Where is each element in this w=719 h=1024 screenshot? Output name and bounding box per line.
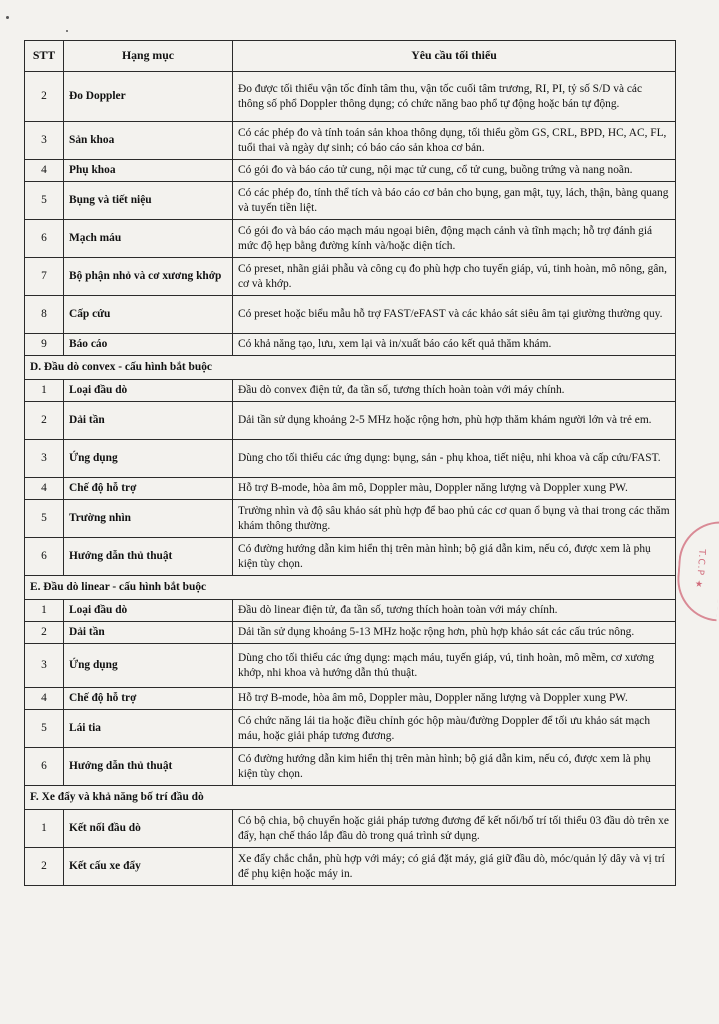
row-requirement: Dùng cho tối thiểu các ứng dụng: mạch máu, tuyến giáp, vú, tinh hoàn, mô mềm, cơ xương khớp, nhi khoa và hướng dẫn thủ thuật.: [233, 644, 676, 688]
row-requirement: Dải tần sử dụng khoảng 5-13 MHz hoặc rộng hơn, phù hợp khảo sát các cấu trúc nông.: [233, 622, 676, 644]
row-item: Bụng và tiết niệu: [64, 182, 233, 220]
table-header-row: [25, 41, 676, 72]
table-row: [25, 72, 676, 122]
section-heading: D. Đầu dò convex - cấu hình bắt buộc: [25, 356, 676, 380]
section-row: [25, 356, 676, 380]
row-stt: 6: [25, 220, 64, 258]
row-requirement: Có các phép đo và tính toán sản khoa thông dụng, tối thiểu gồm GS, CRL, BPD, HC, AC, FL, tuổi thai và ngày dự sinh; có báo cáo sản khoa cơ bản.: [233, 122, 676, 160]
row-item: Báo cáo: [64, 334, 233, 356]
row-requirement: Đầu dò convex điện tử, đa tần số, tương thích hoàn toàn với máy chính.: [233, 380, 676, 402]
row-stt: 9: [25, 334, 64, 356]
row-requirement: Trường nhìn và độ sâu khảo sát phù hợp để bao phủ các cơ quan ổ bụng và thai trong các thăm khám thông thường.: [233, 500, 676, 538]
row-item: Ứng dụng: [64, 440, 233, 478]
row-stt: 5: [25, 182, 64, 220]
table-row: [25, 160, 676, 182]
row-stt: 1: [25, 810, 64, 848]
row-stt: 5: [25, 710, 64, 748]
table-row: [25, 748, 676, 786]
row-stt: 3: [25, 644, 64, 688]
row-stt: 4: [25, 478, 64, 500]
row-stt: 1: [25, 600, 64, 622]
table-row: [25, 440, 676, 478]
row-stt: 7: [25, 258, 64, 296]
table-row: [25, 478, 676, 500]
row-item: Hướng dẫn thủ thuật: [64, 538, 233, 576]
row-stt: 1: [25, 380, 64, 402]
row-item: Phụ khoa: [64, 160, 233, 182]
row-stt: 2: [25, 622, 64, 644]
table-row: [25, 258, 676, 296]
row-stt: 4: [25, 688, 64, 710]
row-stt: 3: [25, 122, 64, 160]
row-requirement: Dải tần sử dụng khoảng 2-5 MHz hoặc rộng hơn, phù hợp thăm khám người lớn và trẻ em.: [233, 402, 676, 440]
table-row: [25, 600, 676, 622]
section-heading: E. Đầu dò linear - cấu hình bắt buộc: [25, 576, 676, 600]
row-stt: 8: [25, 296, 64, 334]
row-requirement: Hỗ trợ B-mode, hòa âm mô, Doppler màu, Doppler năng lượng và Doppler xung PW.: [233, 688, 676, 710]
header-item: Hạng mục: [64, 41, 233, 72]
row-requirement: Có preset, nhãn giải phẫu và công cụ đo phù hợp cho tuyến giáp, vú, tinh hoàn, mô nông, gân, cơ và khớp.: [233, 258, 676, 296]
scan-speck: [66, 30, 68, 32]
row-item: Loại đầu dò: [64, 380, 233, 402]
row-requirement: Có gói đo và báo cáo tử cung, nội mạc tử cung, cổ tử cung, buồng trứng và nang noãn.: [233, 160, 676, 182]
row-requirement: Đầu dò linear điện tử, đa tần số, tương thích hoàn toàn với máy chính.: [233, 600, 676, 622]
table-row: [25, 622, 676, 644]
row-item: Loại đầu dò: [64, 600, 233, 622]
table-row: [25, 380, 676, 402]
row-item: Dải tần: [64, 622, 233, 644]
section-heading: F. Xe đẩy và khả năng bố trí đầu dò: [25, 786, 676, 810]
row-requirement: Có đường hướng dẫn kim hiển thị trên màn hình; bộ giá dẫn kim, nếu có, được xem là phụ kiện tùy chọn.: [233, 748, 676, 786]
table-row: [25, 182, 676, 220]
section-row: [25, 576, 676, 600]
row-item: Đo Doppler: [64, 72, 233, 122]
row-stt: 5: [25, 500, 64, 538]
row-requirement: Dùng cho tối thiểu các ứng dụng: bụng, sản - phụ khoa, tiết niệu, nhi khoa và cấp cứu/FAST.: [233, 440, 676, 478]
section-row: [25, 786, 676, 810]
table-row: [25, 688, 676, 710]
row-requirement: Có preset hoặc biểu mẫu hỗ trợ FAST/eFAST và các khảo sát siêu âm tại giường thường quy.: [233, 296, 676, 334]
table-row: [25, 500, 676, 538]
header-requirement: Yêu cầu tối thiểu: [233, 41, 676, 72]
stamp-text: T.C.P ★: [693, 548, 707, 592]
table-row: [25, 810, 676, 848]
row-stt: 6: [25, 538, 64, 576]
requirements-table: [24, 40, 676, 886]
table-row: [25, 538, 676, 576]
row-requirement: Có các phép đo, tính thể tích và báo cáo cơ bản cho bụng, gan mật, tụy, lách, thận, bàng quang và tuyến tiền liệt.: [233, 182, 676, 220]
table-row: [25, 402, 676, 440]
row-stt: 3: [25, 440, 64, 478]
row-stt: 4: [25, 160, 64, 182]
row-requirement: Có chức năng lái tia hoặc điều chỉnh góc hộp màu/đường Doppler để tối ưu khảo sát mạch máu, hoặc giải pháp tương đương.: [233, 710, 676, 748]
row-requirement: Có khả năng tạo, lưu, xem lại và in/xuất báo cáo kết quả thăm khám.: [233, 334, 676, 356]
row-item: Ứng dụng: [64, 644, 233, 688]
row-requirement: Xe đẩy chắc chắn, phù hợp với máy; có giá đặt máy, giá giữ đầu dò, móc/quản lý dây và vị trí để phụ kiện hoặc máy in.: [233, 848, 676, 886]
row-item: Kết cấu xe đẩy: [64, 848, 233, 886]
row-item: Trường nhìn: [64, 500, 233, 538]
row-item: Lái tia: [64, 710, 233, 748]
row-stt: 2: [25, 72, 64, 122]
row-stt: 2: [25, 402, 64, 440]
row-item: Cấp cứu: [64, 296, 233, 334]
row-item: Bộ phận nhỏ và cơ xương khớp: [64, 258, 233, 296]
row-requirement: Hỗ trợ B-mode, hòa âm mô, Doppler màu, Doppler năng lượng và Doppler xung PW.: [233, 478, 676, 500]
row-requirement: Có gói đo và báo cáo mạch máu ngoại biên, động mạch cảnh và tĩnh mạch; hỗ trợ đánh giá mức độ hẹp bằng đường kính và/hoặc diện tích.: [233, 220, 676, 258]
row-item: Mạch máu: [64, 220, 233, 258]
table-row: [25, 848, 676, 886]
row-item: Chế độ hỗ trợ: [64, 688, 233, 710]
row-requirement: Đo được tối thiểu vận tốc đỉnh tâm thu, vận tốc cuối tâm trương, RI, PI, tỷ số S/D và các thông số phổ Doppler thông dụng; có chức năng bao phổ tự động hoặc bán tự động.: [233, 72, 676, 122]
row-item: Kết nối đầu dò: [64, 810, 233, 848]
table-row: [25, 122, 676, 160]
scan-speck: [6, 16, 9, 19]
row-requirement: Có đường hướng dẫn kim hiển thị trên màn hình; bộ giá dẫn kim, nếu có, được xem là phụ kiện tùy chọn.: [233, 538, 676, 576]
table-row: [25, 644, 676, 688]
row-item: Chế độ hỗ trợ: [64, 478, 233, 500]
row-item: Sản khoa: [64, 122, 233, 160]
row-item: Hướng dẫn thủ thuật: [64, 748, 233, 786]
row-requirement: Có bộ chia, bộ chuyển hoặc giải pháp tương đương để kết nối/bố trí tối thiểu 03 đầu dò trên xe đẩy, hạn chế tháo lắp đầu dò trong quá trình sử dụng.: [233, 810, 676, 848]
table-row: [25, 296, 676, 334]
table-row: [25, 710, 676, 748]
table-row: [25, 220, 676, 258]
table-row: [25, 334, 676, 356]
row-stt: 2: [25, 848, 64, 886]
seal-stamp: [675, 519, 719, 622]
header-stt: STT: [25, 41, 64, 72]
row-item: Dải tần: [64, 402, 233, 440]
row-stt: 6: [25, 748, 64, 786]
